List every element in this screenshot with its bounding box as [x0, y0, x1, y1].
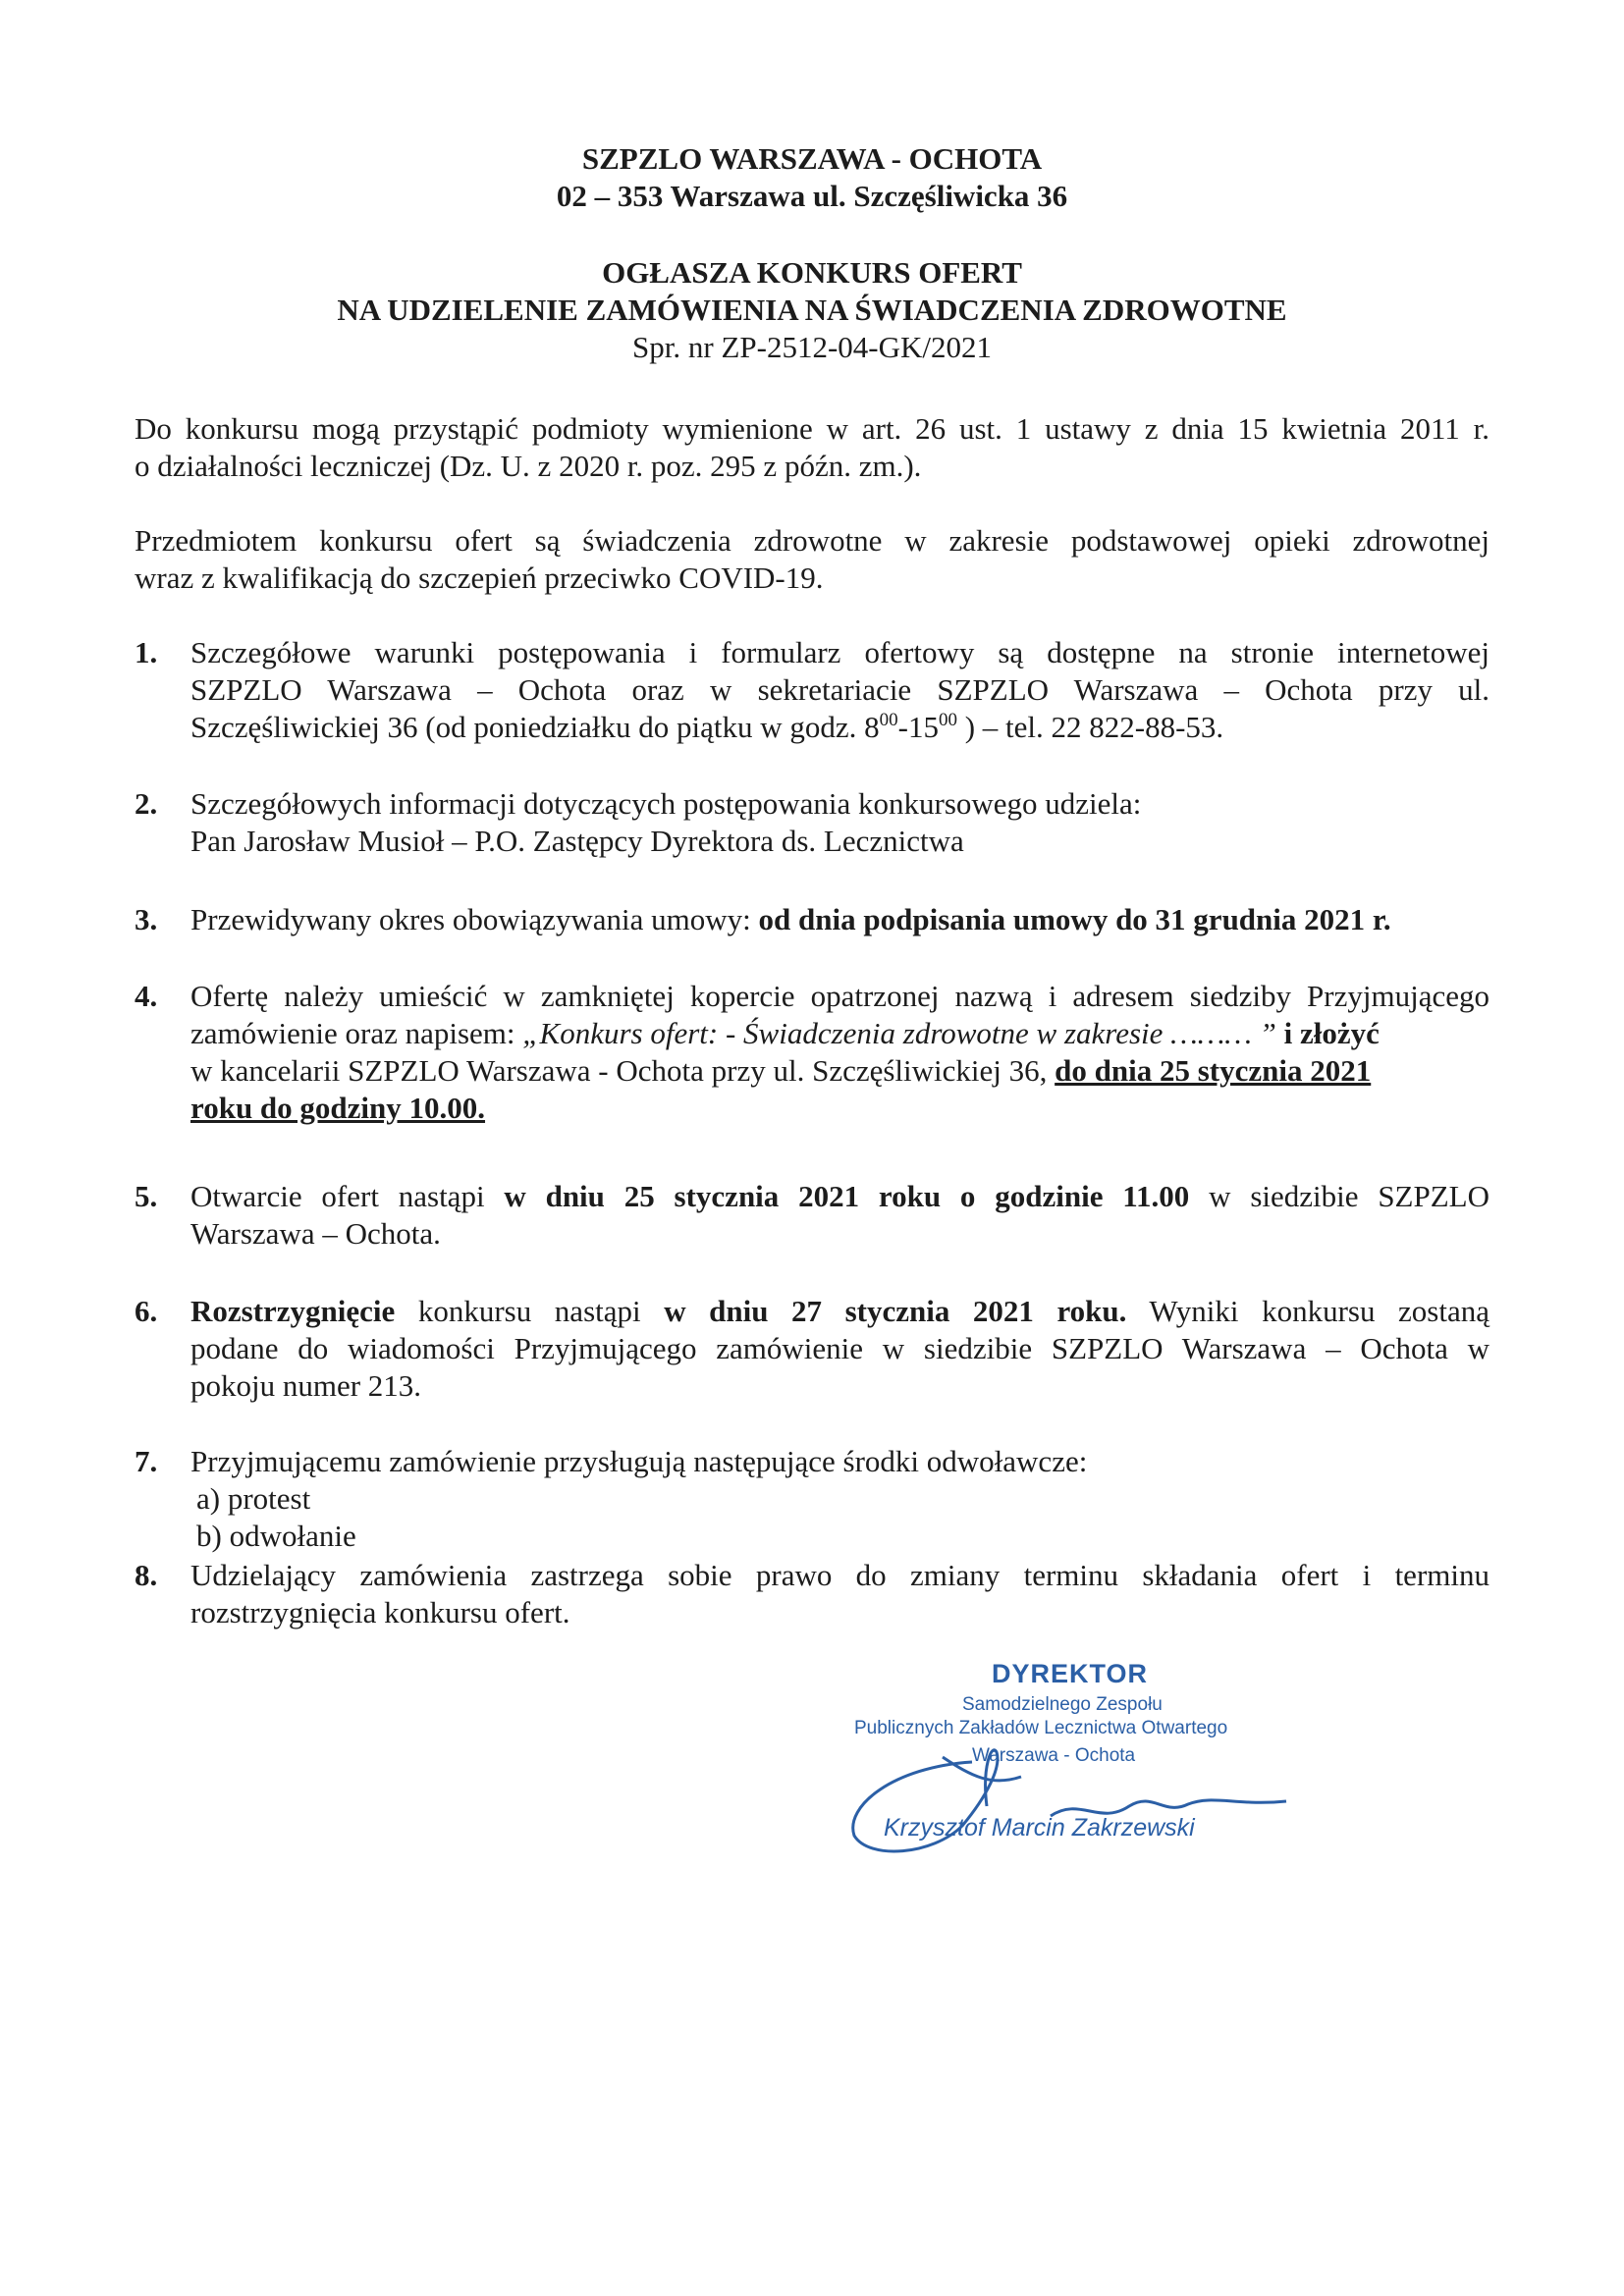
results-text: Wyniki konkursu zostaną	[1126, 1294, 1489, 1328]
office-location: w kancelarii SZPZLO Warszawa - Ochota przy ul. Szczęśliwickiej 36,	[190, 1053, 1056, 1088]
item-4-line-2	[190, 1015, 1489, 1052]
item-number: 1.	[135, 635, 158, 669]
item-4-line-3	[190, 1052, 1489, 1090]
submit-keyword: i złożyć	[1275, 1016, 1380, 1050]
deadline-time: roku do godziny 10.00.	[190, 1091, 486, 1125]
item-number: 6.	[135, 1294, 158, 1328]
item-number: 4.	[135, 979, 158, 1013]
item-6-line-2: podane do wiadomości Przyjmującego zamówienie w siedzibie SZPZLO Warszawa – Ochota w	[190, 1331, 1489, 1365]
opening-label: Otwarcie ofert nastąpi	[190, 1179, 505, 1213]
item-1-line-1: Szczegółowe warunki postępowania i formularz ofertowy są dostępne na stronie internetowej	[190, 635, 1489, 669]
contract-period-label: Przewidywany okres obowiązywania umowy:	[190, 902, 759, 936]
item-number: 8.	[135, 1558, 158, 1592]
stamp-line-2: Publicznych Zakładów Lecznictwa Otwartego	[854, 1718, 1228, 1738]
item-8-line-1: Udzielający zamówienia zastrzega sobie prawo do zmiany terminu składania ofert i terminu	[190, 1558, 1489, 1592]
phone-text: ) – tel. 22 822-88-53.	[956, 710, 1224, 744]
org-name: SZPZLO WARSZAWA - OCHOTA	[581, 141, 1043, 176]
item-2-line-1: Szczegółowych informacji dotyczących postępowania konkursowego udziela:	[190, 786, 1142, 821]
item-number: 3.	[135, 902, 158, 936]
subject-paragraph	[135, 522, 1489, 597]
resolution-label: konkursu nastąpi	[395, 1294, 665, 1328]
case-number: Spr. nr ZP-2512-04-GK/2021	[632, 330, 992, 364]
org-address: 02 – 353 Warszawa ul. Szczęśliwicka 36	[556, 179, 1068, 213]
hours-end-superscript: 00	[938, 710, 957, 730]
item-number: 7.	[135, 1444, 158, 1478]
hours-start-superscript: 00	[879, 710, 898, 730]
item-5-line-2: Warszawa – Ochota.	[190, 1216, 441, 1251]
resolution-date: w dniu 27 stycznia 2021 roku.	[664, 1294, 1127, 1328]
announcement-title: OGŁASZA KONKURS OFERT	[602, 255, 1022, 290]
remedy-protest: a) protest	[196, 1481, 311, 1516]
subject-line-1: Przedmiotem konkursu ofert są świadczenia zdrowotne w zakresie podstawowej opieki zdrowotnej	[135, 523, 1489, 558]
item-6-line-3: pokoju numer 213.	[190, 1368, 422, 1403]
intro-line-1: Do konkursu mogą przystąpić podmioty wymienione w art. 26 ust. 1 ustawy z dnia 15 kwietnia 2011 r.	[135, 411, 1489, 446]
stamp-line-1: Samodzielnego Zespołu	[962, 1694, 1163, 1715]
remedy-appeal: b) odwołanie	[196, 1519, 356, 1553]
item-4-line-1: Ofertę należy umieścić w zamkniętej kopercie opatrzonej nazwą i adresem siedziby Przyjmującego	[190, 979, 1489, 1013]
announcement-subtitle: NA UDZIELENIE ZAMÓWIENIA NA ŚWIADCZENIA ZDROWOTNE	[337, 293, 1287, 327]
item-number: 5.	[135, 1179, 158, 1213]
contract-period-value: od dnia podpisania umowy do 31 grudnia 2021 r.	[758, 902, 1391, 936]
envelope-inscription: „Konkurs ofert: - Świadczenia zdrowotne w zakresie ……… ”	[522, 1016, 1276, 1050]
intro-line-2: o działalności leczniczej (Dz. U. z 2020 r. poz. 295 z późn. zm.).	[135, 449, 922, 483]
item-5-line-1	[190, 1178, 1489, 1215]
signature-name: Krzysztof Marcin Zakrzewski	[884, 1814, 1195, 1842]
item-1-hours-text: Szczęśliwickiej 36 (od poniedziałku do piątku w godz. 8	[190, 710, 880, 744]
item-number: 2.	[135, 786, 158, 821]
deadline-date: do dnia 25 stycznia 2021	[1055, 1053, 1372, 1088]
subject-line-2: wraz z kwalifikacją do szczepień przeciwko COVID-19.	[135, 561, 824, 595]
item-3-line	[190, 901, 1489, 938]
item-7-line-1: Przyjmującemu zamówienie przysługują następujące środki odwoławcze:	[190, 1444, 1088, 1478]
item-4-line-4	[190, 1090, 1489, 1127]
stamp-line-3: Warszawa - Ochota	[972, 1745, 1136, 1766]
item-2-line-2: Pan Jarosław Musioł – P.O. Zastępcy Dyrektora ds. Lecznictwa	[190, 824, 964, 858]
item-1-line-3	[190, 709, 1489, 746]
signature-strokes	[825, 1659, 1335, 1875]
item-8-line-2: rozstrzygnięcia konkursu ofert.	[190, 1595, 570, 1629]
director-stamp	[825, 1659, 1335, 1875]
stamp-title: DYREKTOR	[992, 1659, 1149, 1688]
opening-datetime: w dniu 25 stycznia 2021 roku o godzinie 11.00	[504, 1179, 1190, 1213]
hours-end-text: -15	[897, 710, 939, 744]
opening-location: w siedzibie SZPZLO	[1189, 1179, 1489, 1213]
item-6-line-1	[190, 1293, 1489, 1330]
item-1-line-2: SZPZLO Warszawa – Ochota oraz w sekretariacie SZPZLO Warszawa – Ochota przy ul.	[190, 672, 1489, 707]
intro-paragraph	[135, 410, 1489, 485]
envelope-label: zamówienie oraz napisem:	[190, 1016, 523, 1050]
resolution-keyword: Rozstrzygnięcie	[190, 1294, 396, 1328]
